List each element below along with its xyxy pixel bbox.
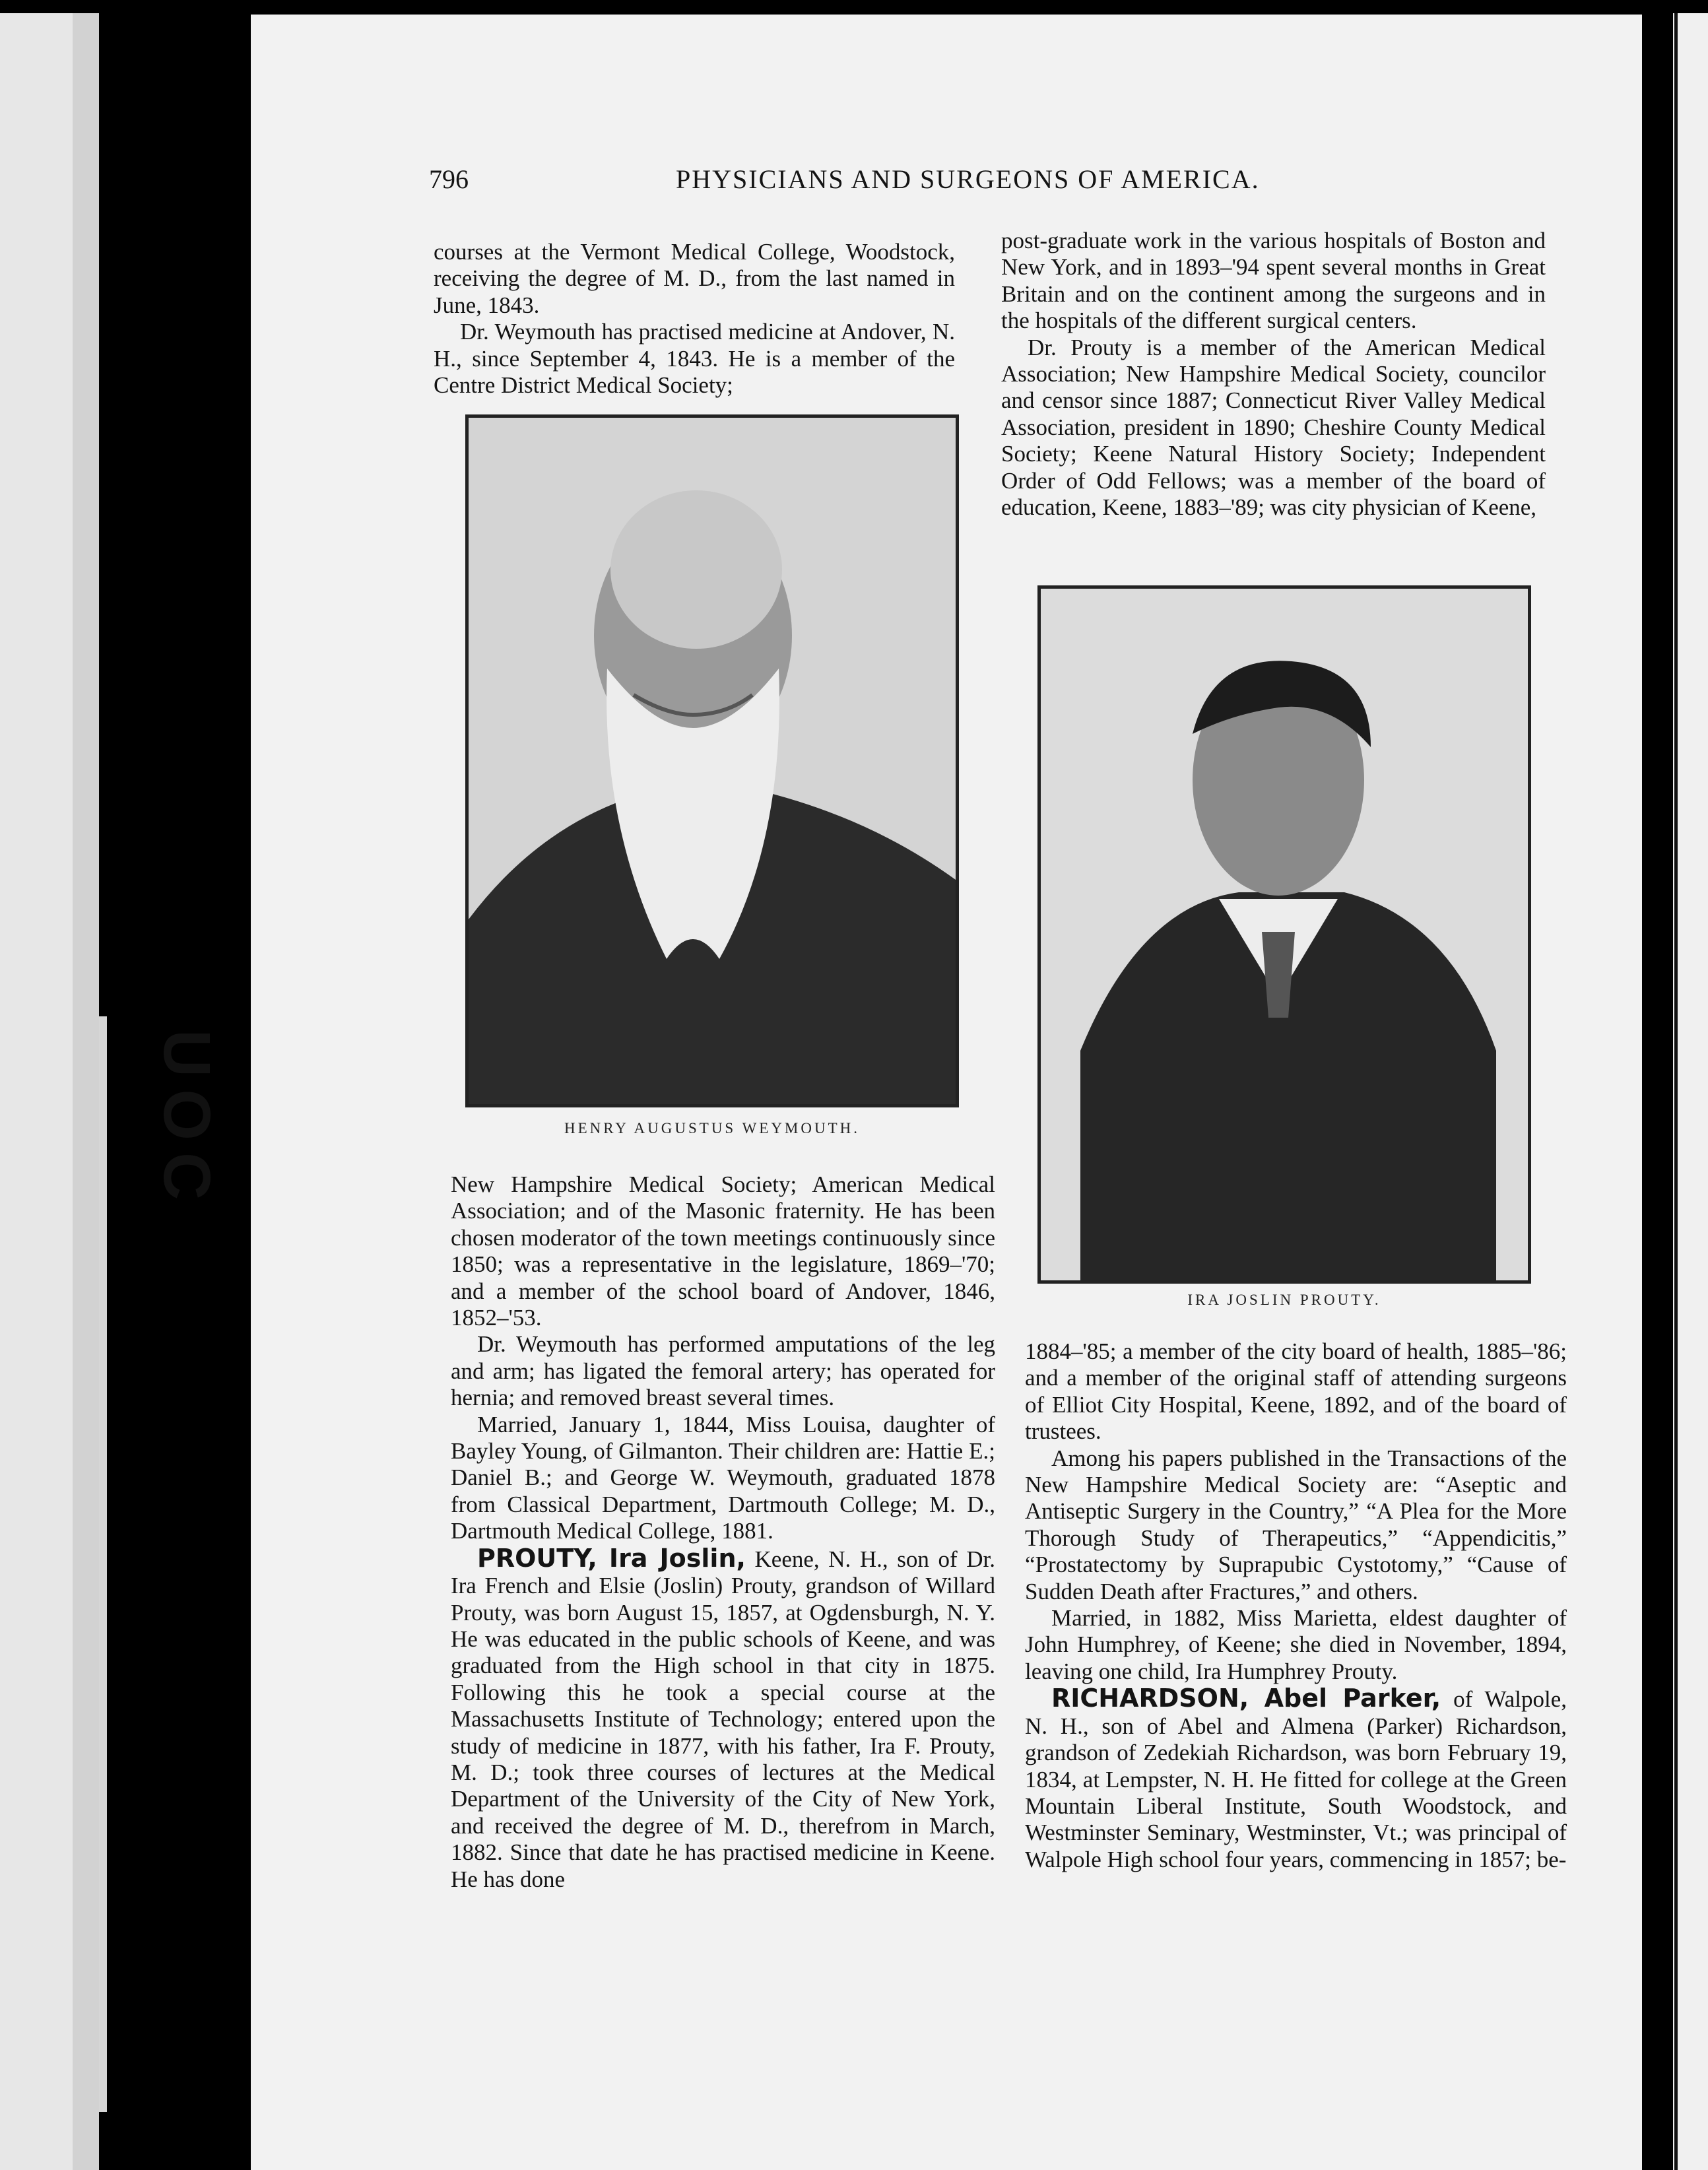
next-page-edge — [1673, 13, 1708, 2170]
paragraph: Married, in 1882, Miss Marietta, eldest daughter of John Humphrey, of Keene; she died in November, 1894, leaving one child, Ira Humphrey Prouty. — [1025, 1605, 1567, 1684]
caption-weymouth: HENRY AUGUSTUS WEYMOUTH. — [564, 1120, 861, 1136]
page-tab — [99, 1016, 107, 2112]
paragraph: Dr. Weymouth has practised medicine at Andover, N. H., since September 4, 1843. He is a member of the Centre District Medical Society; — [434, 319, 955, 399]
entry-text-richardson: of Walpole, N. H., son of Abel and Almena (Parker) Richardson, grandson of Zedekiah Richardson, was born February 19, 1834, at Lempster, N. H. He fitted for college at the Green Mountain Liberal Institute, South Woodstock, and Westminster Seminary, Westminster, Vt.; was principal of Walpole High school four years, commencing in 1857; be- — [1025, 1686, 1567, 1872]
page-header — [429, 164, 1307, 203]
paragraph: 1884–'85; a member of the city board of health, 1885–'86; and a member of the original staff of attending surgeons of Elliot City Hospital, Keene, 1892, and of the board of trustees. — [1025, 1338, 1567, 1445]
side-stamp-text: UOC — [150, 1030, 224, 1212]
paragraph: Married, January 1, 1844, Miss Louisa, daughter of Bayley Young, of Gilmanton. Their children are: Hattie E.; Daniel B.; and George W. Weymouth, graduated 1878 from Classical Department, Dartmouth College; M. D., Dartmouth Medical College, 1881. — [451, 1411, 995, 1544]
entry-name-prouty: PROUTY, Ira Joslin, — [477, 1543, 746, 1573]
side-stamp — [150, 1030, 224, 1241]
paragraph: Dr. Prouty is a member of the American Medical Association; New Hampshire Medical Society, councilor and censor since 1887; Connecticut River Valley Medical Association, president in 1890; Cheshire County Medical Society; Keene Natural History Society; Independent Order of Odd Fellows; was a member of the board of education, Keene, 1883–'89; was city physician of Keene, — [1001, 334, 1546, 521]
entry-name-richardson: RICHARDSON, Abel Parker, — [1051, 1684, 1441, 1713]
gutter-line — [1674, 13, 1678, 2170]
paragraph: Among his papers published in the Transactions of the New Hampshire Medical Society are: “Aseptic and Antiseptic Surgery in the Country,” “A Plea for the More Thorough Study of Therapeutics,” “Appendicitis,” “Prostatectomy by Suprapubic Cystotomy,” “Cause of Sudden Death after Fractures,” and others. — [1025, 1445, 1567, 1604]
caption-prouty: IRA JOSLIN PROUTY. — [1187, 1292, 1381, 1308]
paragraph — [451, 1545, 995, 1893]
paragraph — [1025, 1685, 1567, 1873]
portrait-prouty-image — [1041, 589, 1528, 1280]
paragraph: courses at the Vermont Medical College, Woodstock, receiving the degree of M. D., from the last named in June, 1843. — [434, 239, 955, 318]
entry-text-prouty: Keene, N. H., son of Dr. Ira French and Elsie (Joslin) Prouty, grandson of Willard Prouty, was born August 15, 1857, at Ogdensburgh, N. Y. He was educated in the public schools of Keene, and was graduated from the High school in that city in 1875. Following this he took a special course at the Massachusetts Institute of Technology; entered upon the study of medicine in 1877, with his father, Ira F. Prouty, M. D.; took three courses of lectures at the Medical Department of the University of the City of New York, and received the degree of M. D., therefrom in March, 1882. Since that date he has practised medicine in Keene. He has done — [451, 1546, 995, 1892]
paragraph: Dr. Weymouth has performed amputations of the leg and arm; has ligated the femoral artery; has operated for hernia; and removed breast several times. — [451, 1331, 995, 1411]
book-edge — [0, 13, 99, 2170]
left-column-top — [434, 239, 955, 399]
portrait-weymouth-image — [469, 418, 956, 1104]
book-edge-shadow — [73, 13, 99, 2170]
paragraph: New Hampshire Medical Society; American Medical Association; and of the Masonic fraternity. He has been chosen moderator of the town meetings continuously since 1850; was a representative in the legislature, 1869–'70; and a member of the school board of Andover, 1846, 1852–'53. — [451, 1171, 995, 1331]
left-column-bottom — [451, 1171, 995, 1893]
portrait-weymouth — [465, 414, 959, 1107]
page-number: 796 — [429, 164, 469, 194]
portrait-prouty — [1037, 585, 1531, 1284]
right-column-top — [1001, 228, 1546, 521]
right-column-bottom — [1025, 1338, 1567, 1873]
paragraph: post-graduate work in the various hospitals of Boston and New York, and in 1893–'94 spent several months in Great Britain and on the continent among the surgeons and in the hospitals of the different surgical centers. — [1001, 228, 1546, 334]
running-title: PHYSICIANS AND SURGEONS OF AMERICA. — [676, 164, 1260, 194]
